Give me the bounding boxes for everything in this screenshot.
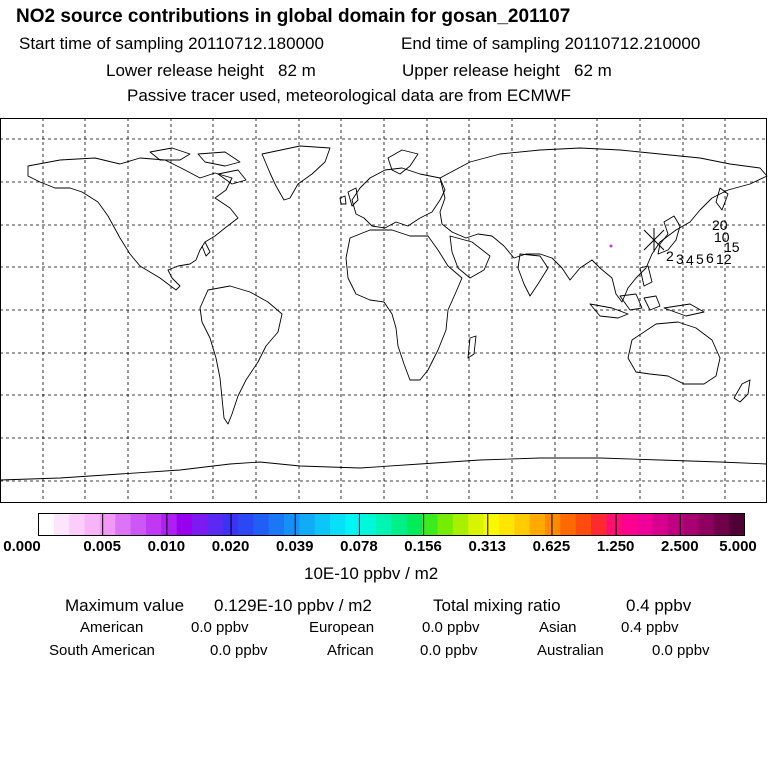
colorbar-tick-label: 0.156 — [404, 538, 442, 555]
colorbar-cell — [714, 514, 730, 536]
colorbar-cell — [238, 514, 254, 536]
upper-height-label: Upper release height 62 m — [402, 61, 612, 80]
colorbar-tick-label: 0.005 — [83, 538, 121, 555]
world-map — [0, 118, 768, 504]
max-value-label: Maximum value — [65, 596, 185, 615]
colorbar-unit: 10E-10 ppbv / m2 — [304, 564, 439, 583]
start-time-label: Start time of sampling 20110712.180000 — [19, 34, 324, 53]
colorbar-cell — [560, 514, 576, 536]
colorbar-cell — [438, 514, 454, 536]
colorbar-cell — [530, 514, 546, 536]
total-mixing-label: Total mixing ratio — [433, 596, 561, 615]
colorbar-cell — [622, 514, 638, 536]
colorbar-tick-label: 5.000 — [719, 538, 757, 555]
region-name: European — [309, 619, 375, 636]
region-value: 0.0 ppbv — [652, 642, 710, 659]
colorbar-cell — [361, 514, 377, 536]
colorbar-cell — [131, 514, 147, 536]
colorbar-cell — [253, 514, 269, 536]
region-name: Asian — [539, 619, 577, 636]
colorbar-cell — [683, 514, 699, 536]
colorbar-cell — [499, 514, 515, 536]
colorbar-cell — [453, 514, 469, 536]
colorbar-cell — [729, 514, 745, 536]
colorbar-tick-label: 0.313 — [468, 538, 507, 555]
colorbar-cell — [606, 514, 622, 536]
colorbar-cell — [407, 514, 423, 536]
traj-label-2: 2 — [666, 248, 674, 264]
colorbar-tick-label: 0.039 — [275, 538, 314, 555]
colorbar-cell — [668, 514, 684, 536]
region-value: 0.0 ppbv — [210, 642, 268, 659]
region-value: 0.0 ppbv — [420, 642, 478, 659]
colorbar-cell — [299, 514, 315, 536]
colorbar-cell — [468, 514, 484, 536]
region-value: 0.0 ppbv — [191, 619, 249, 636]
colorbar-cell — [192, 514, 208, 536]
region-value: 0.4 ppbv — [621, 619, 679, 636]
traj-label-3: 3 — [676, 251, 684, 267]
colorbar-cell — [269, 514, 285, 536]
colorbar-cell — [345, 514, 361, 536]
end-time-label: End time of sampling 20110712.210000 — [401, 34, 701, 53]
traj-label-10: 10 — [714, 229, 730, 245]
map-frame — [1, 119, 767, 503]
colorbar-cell — [514, 514, 530, 536]
colorbar-tick-label: 0.010 — [147, 538, 186, 555]
colorbar-cell — [85, 514, 101, 536]
colorbar-cell — [207, 514, 223, 536]
colorbar-cell — [161, 514, 177, 536]
colorbar-cell — [576, 514, 592, 536]
region-name: South American — [49, 642, 155, 659]
region-name: American — [80, 619, 144, 636]
colorbar-cell — [698, 514, 714, 536]
colorbar — [38, 513, 746, 537]
colorbar-tick-label: 0.078 — [340, 538, 378, 555]
traj-label-5: 5 — [696, 251, 704, 267]
colorbar-cell — [422, 514, 438, 536]
colorbar-tick-label: 0.000 — [3, 538, 41, 555]
lower-height-label: Lower release height 82 m — [106, 61, 316, 80]
region-name: Australian — [537, 642, 604, 659]
tracer-point — [610, 245, 613, 248]
total-mixing-value: 0.4 ppbv — [626, 596, 692, 615]
traj-label-6: 6 — [706, 250, 714, 266]
colorbar-cell — [146, 514, 162, 536]
colorbar-cell — [39, 514, 55, 536]
region-name: African — [327, 642, 374, 659]
tracer-note: Passive tracer used, meteorological data are from ECMWF — [127, 86, 572, 105]
colorbar-cell — [392, 514, 408, 536]
colorbar-cell — [637, 514, 653, 536]
colorbar-tick-label: 2.500 — [661, 538, 699, 555]
colorbar-cell — [545, 514, 561, 536]
colorbar-cell — [115, 514, 131, 536]
colorbar-cell — [652, 514, 668, 536]
colorbar-cell — [484, 514, 500, 536]
region-value: 0.0 ppbv — [422, 619, 480, 636]
traj-label-20: 20 — [712, 217, 728, 233]
max-value: 0.129E-10 ppbv / m2 — [214, 596, 372, 615]
colorbar-cell — [315, 514, 331, 536]
colorbar-cell — [54, 514, 70, 536]
colorbar-tick-label: 1.250 — [596, 538, 635, 555]
colorbar-cell — [177, 514, 193, 536]
colorbar-cell — [591, 514, 607, 536]
colorbar-tick-label: 0.625 — [532, 538, 571, 555]
map-title: NO2 source contributions in global domain for gosan_201107 — [16, 6, 571, 27]
traj-label-12: 12 — [716, 251, 732, 267]
colorbar-cell — [376, 514, 392, 536]
colorbar-cell — [330, 514, 346, 536]
colorbar-cell — [284, 514, 300, 536]
colorbar-cell — [69, 514, 85, 536]
traj-label-15: 15 — [724, 239, 740, 255]
colorbar-tick-label: 0.020 — [211, 538, 250, 555]
traj-label-4: 4 — [686, 252, 694, 268]
